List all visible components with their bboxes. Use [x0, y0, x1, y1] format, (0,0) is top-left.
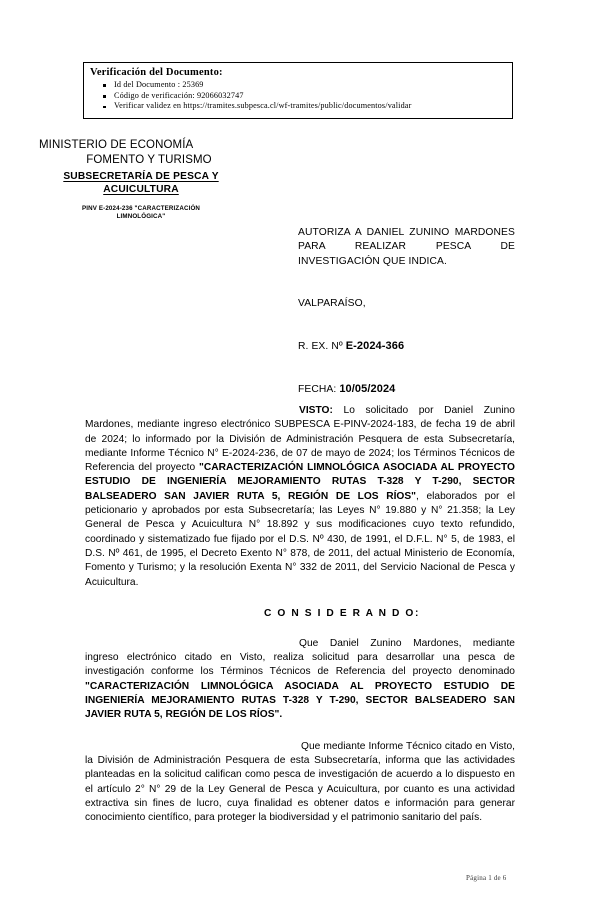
document-body	[85, 404, 515, 825]
visto-project-name: "CARACTERIZACIÓN LIMNOLÓGICA ASOCIADA AL PROYECTO ESTUDIO DE INGENIERÍA MEJORAMIENTO RUTAS T-328 Y T-290, SECTOR BALSEADERO SAN JAVIER RUTA 5, REGIÓN DE LOS RÍOS"	[85, 462, 516, 502]
list-item: Verificar validez en https://tramites.subpesca.cl/wf-tramites/public/documentos/validar	[114, 101, 506, 112]
resolution-number: E-2024-366	[345, 339, 405, 352]
considerando-heading: C O N S I D E R A N D O:	[264, 607, 420, 619]
paragraph-spacer	[85, 723, 515, 740]
page-number: Página 1 de 6	[466, 874, 507, 882]
ministry-name-line2: FOMENTO Y TURISMO	[86, 153, 212, 166]
resolution-number-line	[298, 339, 515, 354]
considerando-paragraph-2: Que mediante Informe Técnico citado en Visto, la División de Administración Pesquera de esta Subsecretaría, informa que las actividades planteadas en la solicitud califican como pesca de investigación de acuerdo a lo dispuesto en el artículo 2° N° 29 de la Ley General de Pesca y Acuicultura, por cuanto es una actividad extractiva sin fines de lucro, cuya finalidad es obtener datos e información para generar conocimiento científico, para proteger la biodiversidad y el patrimonio sanitario del país.	[85, 740, 515, 824]
visto-paragraph	[85, 404, 515, 590]
considerando-paragraph-1	[85, 637, 515, 723]
visto-text-part1: Lo solicitado por Daniel Zunino Mardones, mediante ingreso electrónico SUBPESCA E-PINV-2024-183, de fecha 19 de abril de 2024; lo informado por la División de Administración Pesquera de esta Subsecretaría, mediante Informe Técnico N° E-2024-236, de 07 de mayo de 2024; los Términos Técnicos de Referencia del proyecto	[85, 405, 515, 474]
resolution-title-block	[298, 226, 515, 397]
resolution-date-line	[298, 382, 515, 397]
project-code-line1: PINV E-2024-236 "CARACTERIZACIÓN	[81, 205, 201, 212]
list-item: Id del Documento : 25369	[114, 80, 506, 91]
date-value: 10/05/2024	[339, 382, 396, 395]
resolution-label: R. EX. Nº	[298, 340, 346, 352]
list-item: Código de verificación: 92066032747	[114, 91, 506, 102]
subsecretaria-line2: ACUICULTURA	[103, 184, 179, 195]
considerando-1-project-name: "CARACTERIZACIÓN LIMNOLÓGICA ASOCIADA AL PROYECTO ESTUDIO DE INGENIERÍA MEJORAMIENTO RUTAS T-328 Y T-290, SECTOR BALSEADERO SAN JAVIER RUTA 5, REGIÓN DE LOS RÍOS".	[85, 680, 515, 721]
verification-title: Verificación del Documento:	[90, 67, 223, 78]
authorization-subject: AUTORIZA A DANIEL ZUNINO MARDONES PARA REALIZAR PESCA DE INVESTIGACIÓN QUE INDICA.	[298, 227, 515, 267]
project-code-line2: LIMNOLÓGICA"	[116, 213, 166, 221]
considerando-1-text: Que Daniel Zunino Mardones, mediante ingreso electrónico citado en Visto, realiza solicitud para desarrollar una pesca de investigación conforme los Términos Técnicos de Referencia del proyecto denominado	[85, 637, 515, 678]
visto-label: VISTO:	[299, 405, 333, 416]
visto-text-part2: , elaborados por el peticionario y aprobados por esta Subsecretaría; las Leyes N° 19.880 y N° 21.358; la Ley General de Pesca y Acuicultura N° 18.892 y sus modificaciones cuyo texto refundido, coordinado y sistematizado fue fijado por el D.S. Nº 430, de 1991, el D.F.L. N° 5, de 1983, el D.S. Nº 461, de 1995, el Decreto Exento N° 878, de 2011, del actual Ministerio de Economía, Fomento y Turismo; y la resolución Exenta N° 332 de 2011, del Servicio Nacional de Pesca y Acuicultura.	[85, 490, 515, 588]
project-code	[34, 205, 248, 222]
issuing-city: VALPARAÍSO,	[298, 297, 366, 309]
subsecretaria-line1: SUBSECRETARÍA DE PESCA Y	[63, 171, 219, 182]
document-verification-box	[83, 62, 513, 119]
ministry-name-line1: MINISTERIO DE ECONOMÍA	[39, 139, 194, 151]
subsecretaria-heading	[34, 170, 248, 196]
date-label: FECHA:	[298, 383, 340, 395]
verification-list	[90, 80, 506, 112]
ministry-header	[34, 138, 248, 222]
